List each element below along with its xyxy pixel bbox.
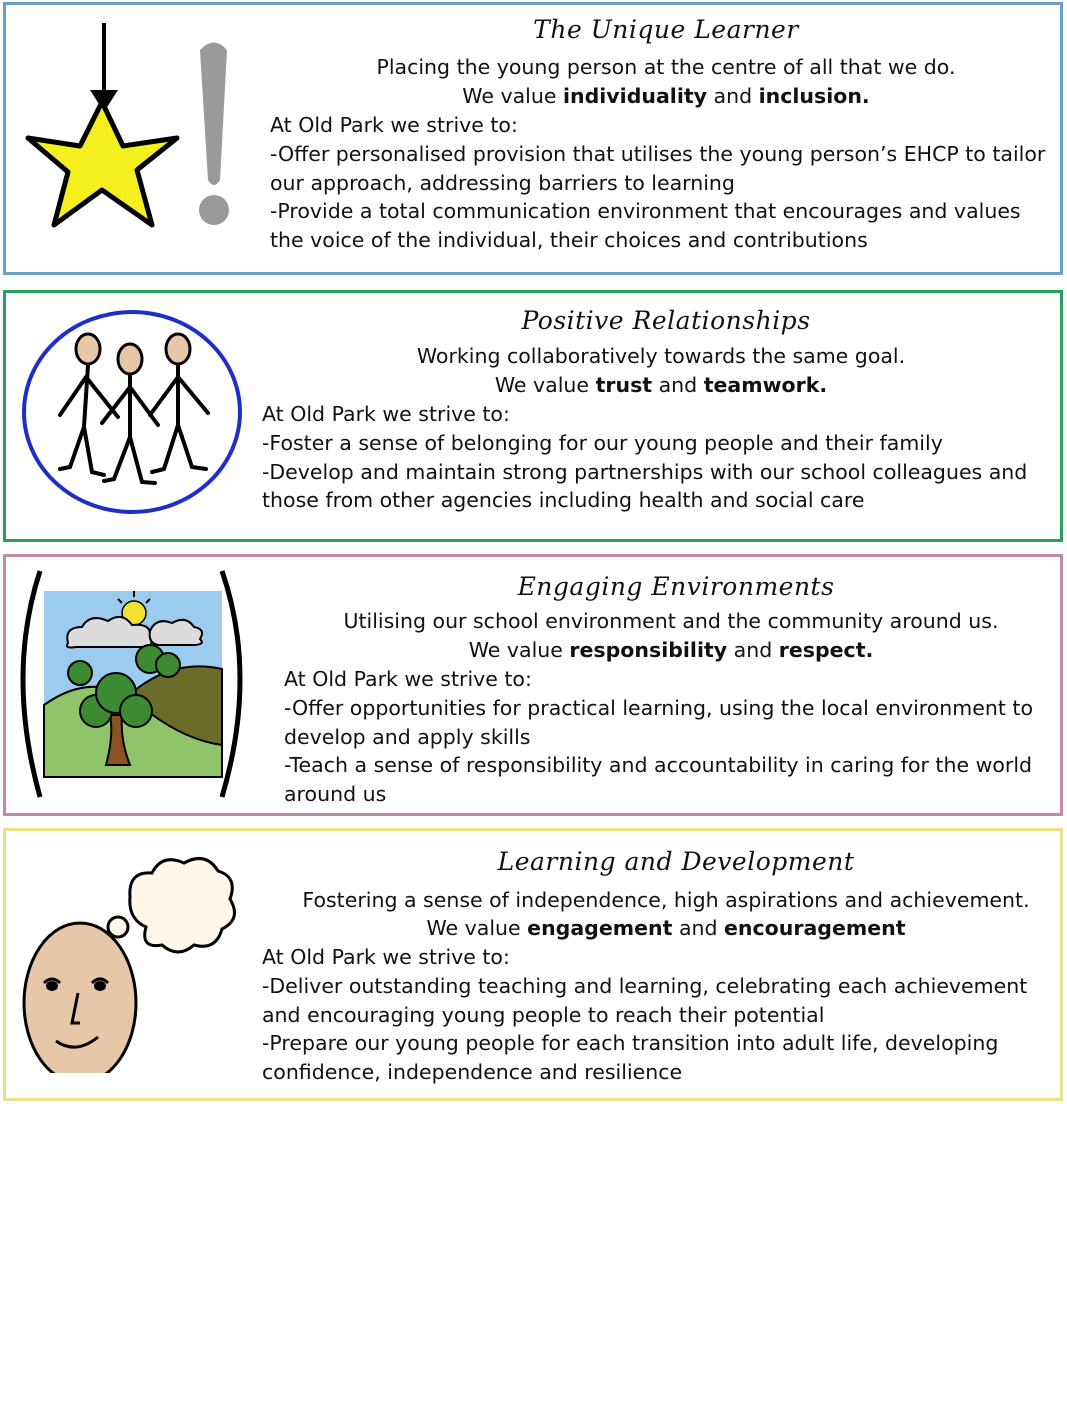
- strive-bullet: -Offer opportunities for practical learning, using the local environment to develop and apply skills: [284, 695, 1033, 749]
- card-title: Engaging Environments: [517, 572, 835, 601]
- strive-bullet: -Provide a total communication environment that encourages and values the voice of the individual, their choices and contributions: [270, 199, 1021, 253]
- strive-bullet: -Foster a sense of belonging for our young people and their family: [262, 430, 943, 455]
- card-values: We value responsibility and respect.: [468, 638, 874, 662]
- strive-bullet: -Teach a sense of responsibility and accountability in caring for the world around us: [284, 753, 1033, 807]
- card-positive-relationships: [3, 290, 1063, 542]
- strive-block: [284, 665, 1054, 809]
- card-values: We value individuality and inclusion.: [462, 84, 870, 108]
- strive-intro: At Old Park we strive to:: [284, 667, 532, 691]
- card-unique-learner: [3, 2, 1063, 275]
- card-engaging-environments: [3, 554, 1063, 816]
- strive-intro: At Old Park we strive to:: [262, 402, 510, 426]
- strive-block: [270, 111, 1060, 255]
- value-2: teamwork.: [703, 373, 828, 397]
- star-exclamation-icon: [22, 20, 242, 235]
- card-values: We value trust and teamwork.: [494, 373, 828, 397]
- thinking-face-icon: [16, 847, 242, 1073]
- card-title: Learning and Development: [497, 847, 855, 876]
- strive-intro: At Old Park we strive to:: [270, 113, 518, 137]
- value-2: inclusion.: [758, 84, 870, 108]
- card-values: We value engagement and encouragement: [426, 916, 906, 940]
- value-1: responsibility: [569, 638, 728, 662]
- value-1: individuality: [562, 84, 708, 108]
- card-tagline: Fostering a sense of independence, high aspirations and achievement.: [302, 888, 1030, 912]
- card-learning-development: [3, 828, 1063, 1101]
- landscape-icon: [10, 565, 254, 801]
- value-1: trust: [595, 373, 653, 397]
- card-tagline: Utilising our school environment and the community around us.: [343, 609, 999, 633]
- strive-block: [262, 943, 1060, 1087]
- strive-bullet: -Deliver outstanding teaching and learning, celebrating each achievement and encouraging young people to reach their potential: [262, 973, 1028, 1027]
- strive-intro: At Old Park we strive to:: [262, 945, 510, 969]
- card-title: The Unique Learner: [533, 15, 799, 44]
- strive-bullet: -Develop and maintain strong partnerships with our school colleagues and those from other agencies including health and social care: [262, 459, 1028, 513]
- people-holding-hands-icon: [20, 307, 246, 517]
- value-2: encouragement: [724, 916, 906, 940]
- strive-bullet: -Offer personalised provision that utilises the young person’s EHCP to tailor our approach, addressing barriers to learning: [270, 141, 1046, 195]
- value-1: engagement: [527, 916, 673, 940]
- value-2: respect.: [778, 638, 874, 662]
- strive-block: [262, 400, 1052, 515]
- strive-bullet: -Prepare our young people for each transition into adult life, developing confidence, independence and resilience: [262, 1031, 999, 1085]
- card-tagline: Placing the young person at the centre of all that we do.: [376, 55, 956, 79]
- card-tagline: Working collaboratively towards the same goal.: [416, 344, 906, 368]
- card-title: Positive Relationships: [521, 306, 811, 335]
